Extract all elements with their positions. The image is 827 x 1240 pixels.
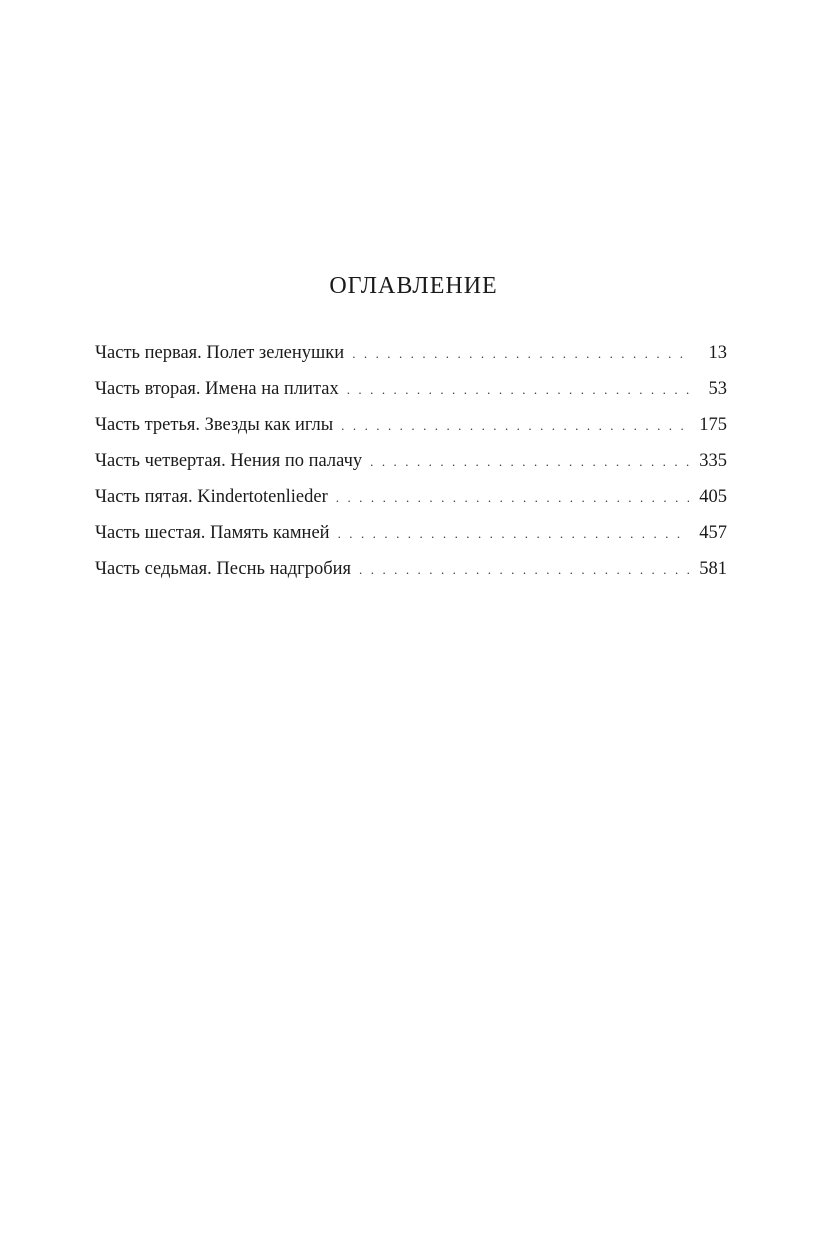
dot-leader <box>341 414 689 438</box>
toc-entry[interactable] <box>95 521 727 557</box>
dot-leader <box>338 522 689 546</box>
toc-entry-title: Часть третья. Звезды как иглы <box>95 415 334 435</box>
toc-page-number: 175 <box>699 415 727 435</box>
toc-entry-title: Часть седьмая. Песнь надгробия <box>95 559 352 579</box>
toc-page-number: 335 <box>699 451 727 471</box>
toc-page-number: 405 <box>699 487 727 507</box>
dot-leader <box>359 558 689 582</box>
toc-list <box>95 341 727 593</box>
dot-leader <box>347 378 689 402</box>
toc-entry[interactable] <box>95 557 727 593</box>
toc-page-number: 457 <box>699 523 727 543</box>
toc-entry[interactable] <box>95 377 727 413</box>
toc-entry[interactable] <box>95 413 727 449</box>
toc-entry[interactable] <box>95 341 727 377</box>
dot-leader <box>336 486 689 510</box>
dot-leader <box>352 342 689 366</box>
toc-page-number: 581 <box>699 559 727 579</box>
dot-leader <box>370 450 689 474</box>
toc-entry-title: Часть вторая. Имена на плитах <box>95 379 339 399</box>
toc-entry-title: Часть шестая. Память камней <box>95 523 330 543</box>
toc-page-number: 13 <box>708 343 727 363</box>
toc-page-number: 53 <box>708 379 727 399</box>
toc-entry[interactable] <box>95 449 727 485</box>
toc-entry-title: Часть четвертая. Нения по палачу <box>95 451 363 471</box>
toc-entry-title: Часть пятая. Kindertotenlieder <box>95 487 328 507</box>
toc-heading: ОГЛАВЛЕНИЕ <box>329 273 498 299</box>
toc-entry[interactable] <box>95 485 727 521</box>
toc-entry-title: Часть первая. Полет зеленушки <box>95 343 345 363</box>
